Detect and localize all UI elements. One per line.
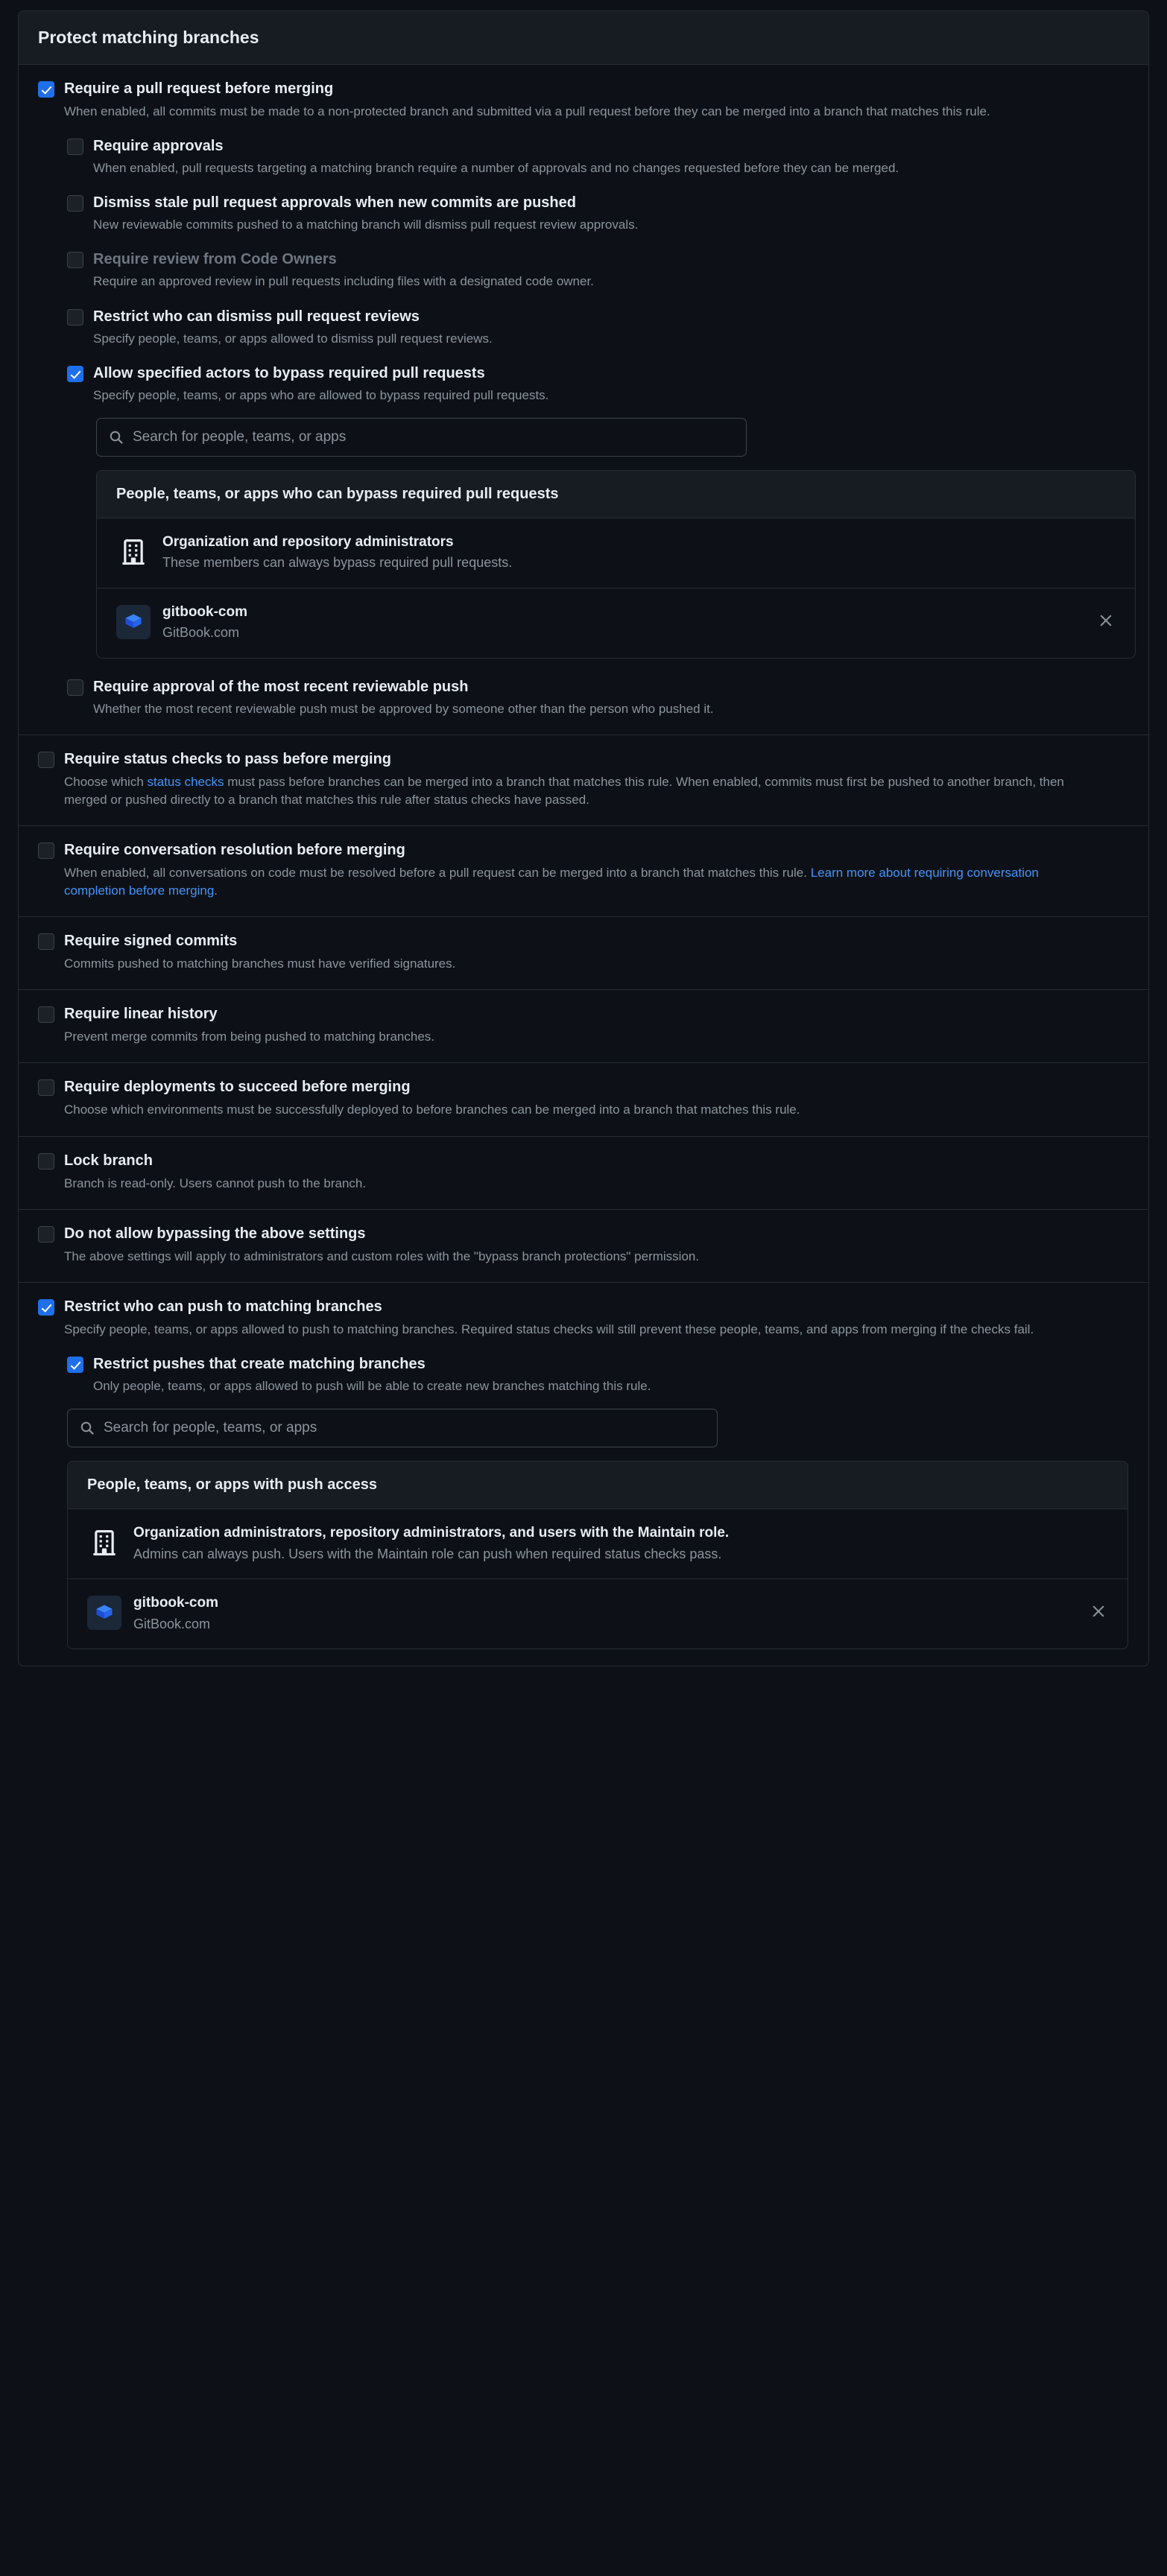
linear-history-label: Require linear history (64, 1006, 218, 1023)
require-code-owners-checkbox[interactable] (67, 252, 83, 268)
dismiss-stale-approvals-row[interactable] (67, 194, 1129, 234)
require-code-owners-label: Require review from Code Owners (93, 251, 337, 268)
require-pull-request-row[interactable] (38, 80, 1129, 121)
restrict-dismiss-reviews-row[interactable] (67, 308, 1129, 348)
bypass-actor-list (96, 470, 1136, 659)
gitbook-app-icon (116, 605, 151, 639)
close-icon (1091, 1604, 1106, 1619)
require-recent-push-approval-description: Whether the most recent reviewable push must be approved by someone other than the person who pushed it. (93, 701, 714, 716)
restrict-dismiss-reviews-checkbox[interactable] (67, 309, 83, 326)
section-deployments (19, 1063, 1148, 1136)
dismiss-stale-approvals-checkbox[interactable] (67, 195, 83, 212)
remove-actor-button[interactable] (1089, 1604, 1108, 1623)
section-status-checks (19, 735, 1148, 826)
list-item-title: gitbook-com (162, 603, 247, 620)
push-access-search-box[interactable] (67, 1409, 718, 1447)
require-recent-push-approval-checkbox[interactable] (67, 679, 83, 696)
list-item-subtitle: GitBook.com (133, 1616, 211, 1631)
require-approvals-label: Require approvals (93, 138, 224, 155)
conversation-learn-more-link[interactable]: Learn more about requiring conversation completion before merging (64, 865, 1039, 898)
require-pull-request-label: Require a pull request before merging (64, 80, 334, 97)
conversation-desc-part2: . (214, 883, 218, 898)
status-checks-label: Require status checks to pass before merging (64, 750, 392, 767)
dismiss-stale-approvals-description: New reviewable commits pushed to a matching branch will dismiss pull request review approvals. (93, 218, 639, 232)
require-approvals-description: When enabled, pull requests targeting a matching branch require a number of approvals and no changes requested before they can be merged. (93, 161, 899, 176)
restrict-create-branches-label: Restrict pushes that create matching branches (93, 1355, 426, 1372)
status-checks-desc-part2: must pass before branches can be merged into a branch that matches this rule. When enabled, commits must first be pushed to another branch, then merged or pushed directly to a branch that matches this rule after status checks have passed. (64, 774, 1064, 807)
restrict-push-row[interactable] (38, 1298, 1129, 1339)
list-item (97, 589, 1135, 658)
list-item-subtitle: Admins can always push. Users with the Maintain role can push when required status checks pass. (133, 1546, 722, 1561)
deployments-description: Choose which environments must be successfully deployed to before branches can be merged into a branch that matches this rule. (64, 1103, 800, 1117)
status-checks-description (64, 773, 1100, 809)
dismiss-stale-approvals-label: Dismiss stale pull request approvals when new commits are pushed (93, 194, 576, 212)
linear-history-description: Prevent merge commits from being pushed to matching branches. (64, 1030, 435, 1044)
linear-history-checkbox[interactable] (38, 1006, 54, 1023)
conversation-resolution-description (64, 864, 1100, 900)
list-item (68, 1509, 1128, 1579)
status-checks-checkbox[interactable] (38, 752, 54, 768)
require-approvals-checkbox[interactable] (67, 139, 83, 155)
list-item (68, 1579, 1128, 1649)
conversation-desc-part1: When enabled, all conversations on code must be resolved before a pull request can be merged into a branch that matches this rule. (64, 865, 811, 880)
conversation-resolution-label: Require conversation resolution before merging (64, 841, 405, 858)
bypass-list-header: People, teams, or apps who can bypass required pull requests (97, 471, 1135, 518)
push-access-list-header: People, teams, or apps with push access (68, 1462, 1128, 1509)
section-lock-branch (19, 1137, 1148, 1210)
list-item-title: gitbook-com (133, 1594, 218, 1611)
deployments-checkbox[interactable] (38, 1079, 54, 1096)
allow-bypass-row[interactable] (67, 364, 1129, 405)
restrict-push-label: Restrict who can push to matching branches (64, 1298, 382, 1315)
require-recent-push-approval-label: Require approval of the most recent reviewable push (93, 678, 469, 695)
gitbook-app-icon (87, 1596, 121, 1630)
conversation-resolution-row[interactable] (38, 841, 1129, 900)
section-no-bypass (19, 1210, 1148, 1283)
protect-matching-branches-panel (18, 10, 1149, 1666)
restrict-dismiss-reviews-label: Restrict who can dismiss pull request reviews (93, 308, 420, 325)
status-checks-desc-part1: Choose which (64, 774, 148, 789)
lock-branch-label: Lock branch (64, 1152, 153, 1169)
bypass-search-input[interactable] (131, 428, 746, 446)
section-linear-history (19, 990, 1148, 1063)
list-item-subtitle: GitBook.com (162, 625, 240, 641)
push-access-list (67, 1461, 1128, 1649)
require-pull-request-checkbox[interactable] (38, 81, 54, 98)
close-icon (1098, 613, 1113, 628)
require-approvals-row[interactable] (67, 137, 1129, 177)
no-bypass-label: Do not allow bypassing the above settings (64, 1225, 366, 1242)
list-item-title: Organization and repository administrators (162, 533, 454, 550)
restrict-create-branches-description: Only people, teams, or apps allowed to push will be able to create new branches matching this rule. (93, 1378, 651, 1393)
status-checks-link[interactable]: status checks (147, 774, 224, 789)
status-checks-row[interactable] (38, 750, 1129, 809)
require-recent-push-approval-row[interactable] (67, 678, 1129, 718)
restrict-dismiss-reviews-description: Specify people, teams, or apps allowed to dismiss pull request reviews. (93, 331, 493, 346)
section-require-pull-request (19, 65, 1148, 735)
remove-actor-button[interactable] (1096, 613, 1116, 632)
restrict-push-description: Specify people, teams, or apps allowed to push to matching branches. Required status checks will still prevent these people, teams, and apps from merging if the checks fail. (64, 1322, 1034, 1336)
restrict-push-checkbox[interactable] (38, 1299, 54, 1316)
panel-title: Protect matching branches (19, 11, 1148, 65)
signed-commits-description: Commits pushed to matching branches must have verified signatures. (64, 957, 456, 971)
section-signed-commits (19, 917, 1148, 990)
no-bypass-row[interactable] (38, 1225, 1129, 1266)
list-item-subtitle: These members can always bypass required pull requests. (162, 555, 513, 571)
signed-commits-row[interactable] (38, 932, 1129, 973)
bypass-search-box[interactable] (96, 418, 747, 457)
conversation-resolution-checkbox[interactable] (38, 843, 54, 859)
section-conversation-resolution (19, 826, 1148, 917)
search-icon (109, 430, 124, 445)
section-restrict-push (19, 1283, 1148, 1666)
lock-branch-description: Branch is read-only. Users cannot push to the branch. (64, 1176, 367, 1190)
lock-branch-row[interactable] (38, 1152, 1129, 1193)
allow-bypass-label: Allow specified actors to bypass required pull requests (93, 364, 485, 381)
deployments-row[interactable] (38, 1078, 1129, 1119)
signed-commits-label: Require signed commits (64, 933, 238, 950)
require-code-owners-description: Require an approved review in pull requests including files with a designated code owner. (93, 274, 594, 289)
search-icon (80, 1421, 95, 1435)
organization-icon (87, 1526, 121, 1560)
deployments-label: Require deployments to succeed before merging (64, 1079, 411, 1096)
require-code-owners-row[interactable] (67, 250, 1129, 291)
allow-bypass-description: Specify people, teams, or apps who are allowed to bypass required pull requests. (93, 387, 549, 402)
organization-icon (116, 535, 151, 569)
restrict-create-branches-row[interactable] (67, 1355, 1129, 1395)
list-item (97, 518, 1135, 589)
list-item-title: Organization administrators, repository administrators, and users with the Maintain role. (133, 1525, 730, 1541)
allow-bypass-checkbox[interactable] (67, 366, 83, 382)
restrict-create-branches-checkbox[interactable] (67, 1357, 83, 1373)
linear-history-row[interactable] (38, 1005, 1129, 1046)
require-pull-request-description: When enabled, all commits must be made to a non-protected branch and submitted via a pull request before they can be merged into a branch that matches this rule. (64, 104, 990, 118)
lock-branch-checkbox[interactable] (38, 1153, 54, 1170)
signed-commits-checkbox[interactable] (38, 933, 54, 950)
no-bypass-checkbox[interactable] (38, 1226, 54, 1243)
no-bypass-description: The above settings will apply to administrators and custom roles with the "bypass branch protections" permission. (64, 1249, 700, 1263)
push-access-search-input[interactable] (102, 1419, 717, 1437)
